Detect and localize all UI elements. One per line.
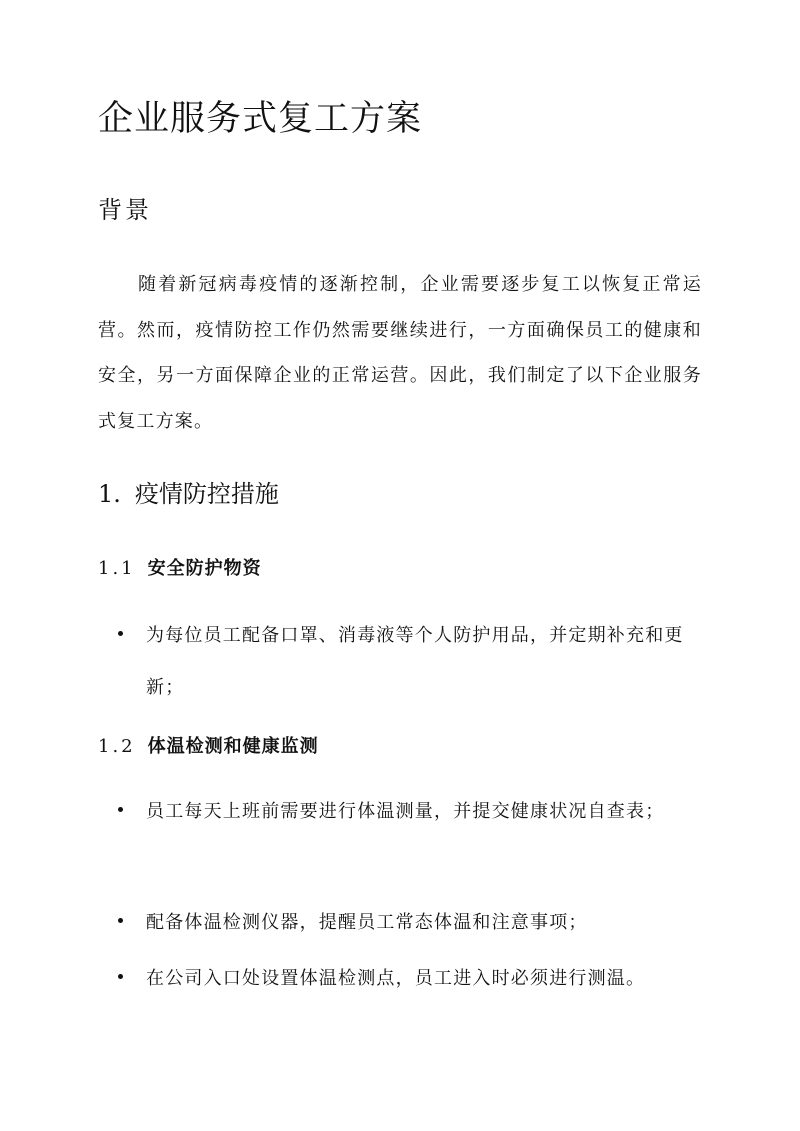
section-1-2-title: 体温检测和健康监测 xyxy=(147,736,319,757)
background-heading: 背景 xyxy=(98,196,152,224)
bullet-icon xyxy=(118,974,123,979)
bullet-icon xyxy=(118,631,123,636)
list-item xyxy=(118,786,716,838)
background-paragraph: 随着新冠病毒疫情的逐渐控制，企业需要逐步复工以恢复正常运营。然而，疫情防控工作仍然需要继续进行，一方面确保员工的健康和安全，另一方面保障企业的正常运营。因此，我们制定了以下企业服务式复工方案。 xyxy=(98,274,702,432)
list-item-text: 配备体温检测仪器，提醒员工常态体温和注意事项； xyxy=(146,912,588,933)
list-item-text: 为每位员工配备口罩、消毒液等个人防护用品，并定期补充和更新； xyxy=(146,625,684,698)
bullet-icon xyxy=(118,807,123,812)
section-1-2-heading xyxy=(98,733,319,761)
section-1-1-title: 安全防护物资 xyxy=(147,558,262,579)
document-title: 企业服务式复工方案 xyxy=(98,99,423,139)
section-1-2-number: 1.2 xyxy=(98,736,136,757)
list-item xyxy=(118,897,716,949)
section-1-heading xyxy=(98,476,279,512)
bullet-icon xyxy=(118,918,123,923)
section-1-1-number: 1.1 xyxy=(98,558,136,579)
list-item xyxy=(118,953,716,1005)
section-1-title: 疫情防控措施 xyxy=(134,480,279,508)
list-item xyxy=(118,610,716,714)
section-1-number: 1. xyxy=(98,480,121,508)
list-item-text: 员工每天上班前需要进行体温测量，并提交健康状况自查表； xyxy=(146,801,665,822)
list-item-text: 在公司入口处设置体温检测点，员工进入时必须进行测温。 xyxy=(146,968,646,989)
section-1-1-heading xyxy=(98,555,262,583)
